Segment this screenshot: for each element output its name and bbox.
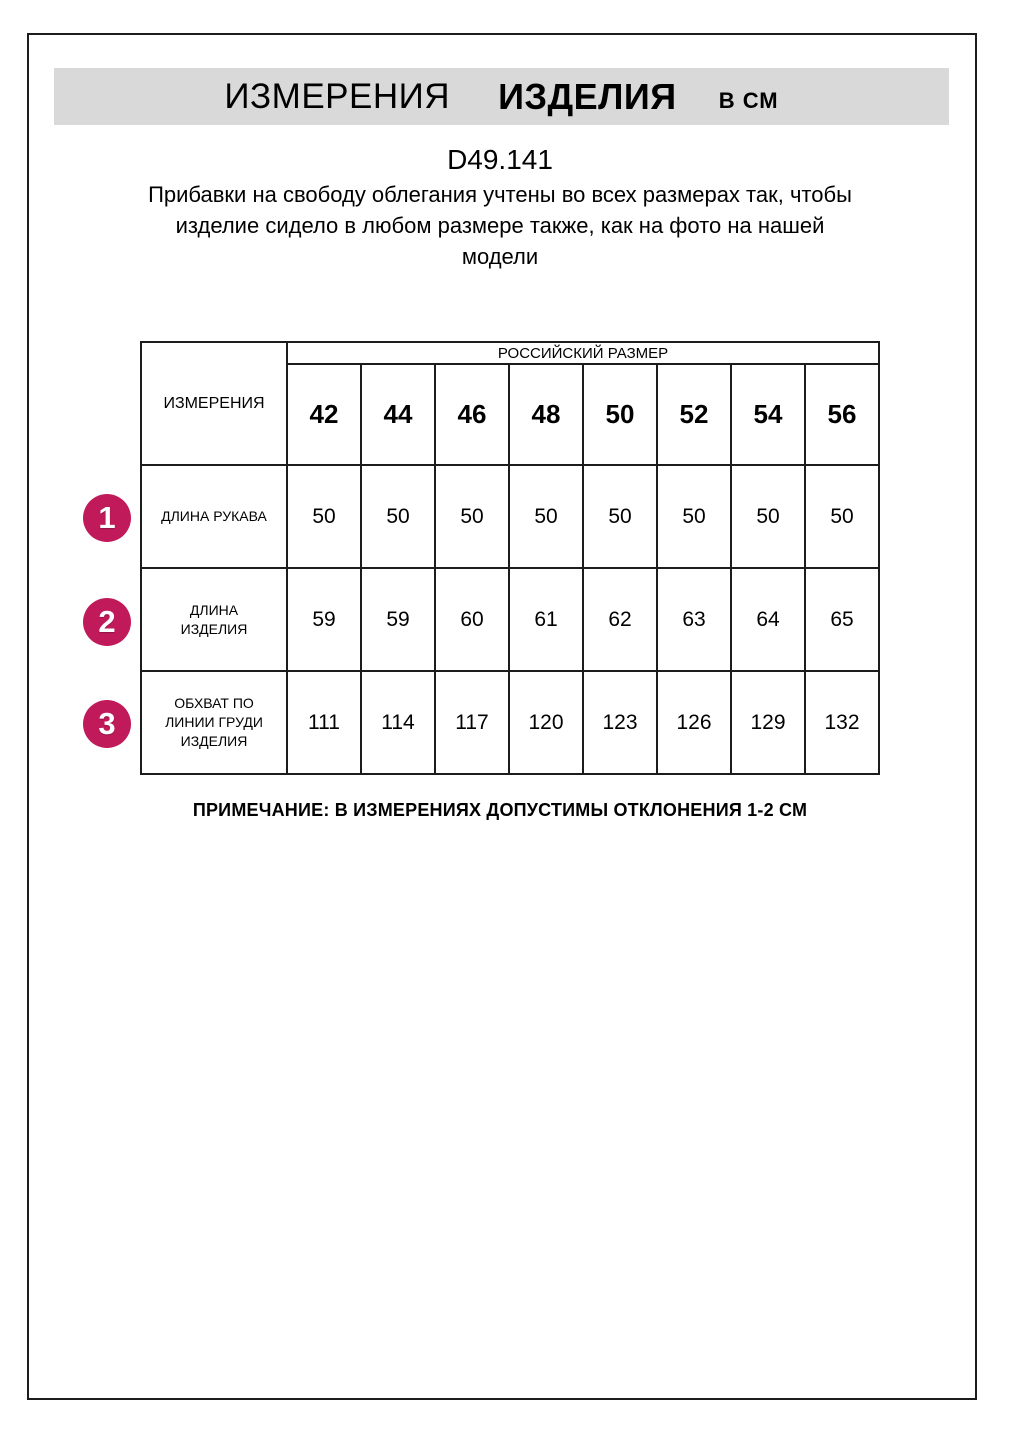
size-column-header: 44 <box>361 364 435 465</box>
measurement-value: 123 <box>583 671 657 774</box>
measurement-label: ДЛИНА РУКАВА <box>141 465 287 568</box>
model-code: D49.141 <box>447 144 553 175</box>
measurement-value: 111 <box>287 671 361 774</box>
size-column-header: 46 <box>435 364 509 465</box>
measurement-value: 63 <box>657 568 731 671</box>
intro-description-line: Прибавки на свободу облегания учтены во всех размерах так, чтобы <box>148 182 852 207</box>
row-number-badge: 2 <box>83 598 131 646</box>
intro-description-line: модели <box>461 244 539 269</box>
measurement-value: 129 <box>731 671 805 774</box>
measurement-value: 126 <box>657 671 731 774</box>
russian-size-group-header: РОССИЙСКИЙ РАЗМЕР <box>287 342 879 364</box>
measurement-value: 59 <box>287 568 361 671</box>
measurement-value: 114 <box>361 671 435 774</box>
page-title-bar <box>54 68 949 125</box>
table-row <box>141 568 879 671</box>
intro-description-line: изделие сидело в любом размере также, как на фото на нашей <box>175 213 825 238</box>
size-table-body <box>141 465 879 774</box>
row-number-badge: 1 <box>83 494 131 542</box>
measurements-column-header: ИЗМЕРЕНИЯ <box>141 342 287 465</box>
table-row <box>141 671 879 774</box>
measurement-value: 50 <box>287 465 361 568</box>
measurement-value: 50 <box>361 465 435 568</box>
size-column-header: 56 <box>805 364 879 465</box>
measurement-value: 50 <box>583 465 657 568</box>
measurement-value: 50 <box>805 465 879 568</box>
size-column-header: 54 <box>731 364 805 465</box>
note-text: ПРИМЕЧАНИЕ: В ИЗМЕРЕНИЯХ ДОПУСТИМЫ ОТКЛОНЕНИЯ 1-2 СМ <box>192 800 808 820</box>
measurement-value: 62 <box>583 568 657 671</box>
page-title-unit: В СМ <box>718 87 779 113</box>
measurement-value: 65 <box>805 568 879 671</box>
measurement-value: 120 <box>509 671 583 774</box>
measurement-label: ОБХВАТ ПО ЛИНИИ ГРУДИ ИЗДЕЛИЯ <box>141 671 287 774</box>
size-table <box>140 341 880 775</box>
measurement-value: 61 <box>509 568 583 671</box>
size-column-header: 48 <box>509 364 583 465</box>
measurement-value: 60 <box>435 568 509 671</box>
measurement-value: 50 <box>509 465 583 568</box>
size-column-header: 50 <box>583 364 657 465</box>
size-column-header: 52 <box>657 364 731 465</box>
page-title-product: ИЗДЕЛИЯ <box>498 75 677 117</box>
row-number-badge: 3 <box>83 700 131 748</box>
measurement-value: 132 <box>805 671 879 774</box>
measurement-value: 64 <box>731 568 805 671</box>
measurement-value: 117 <box>435 671 509 774</box>
page-title-measurements: ИЗМЕРЕНИЯ <box>224 76 451 116</box>
measurement-value: 50 <box>731 465 805 568</box>
measurement-value: 59 <box>361 568 435 671</box>
measurement-value: 50 <box>435 465 509 568</box>
table-row <box>141 465 879 568</box>
measurement-label: ДЛИНА ИЗДЕЛИЯ <box>141 568 287 671</box>
measurement-value: 50 <box>657 465 731 568</box>
size-column-header: 42 <box>287 364 361 465</box>
intro-description <box>27 179 973 272</box>
